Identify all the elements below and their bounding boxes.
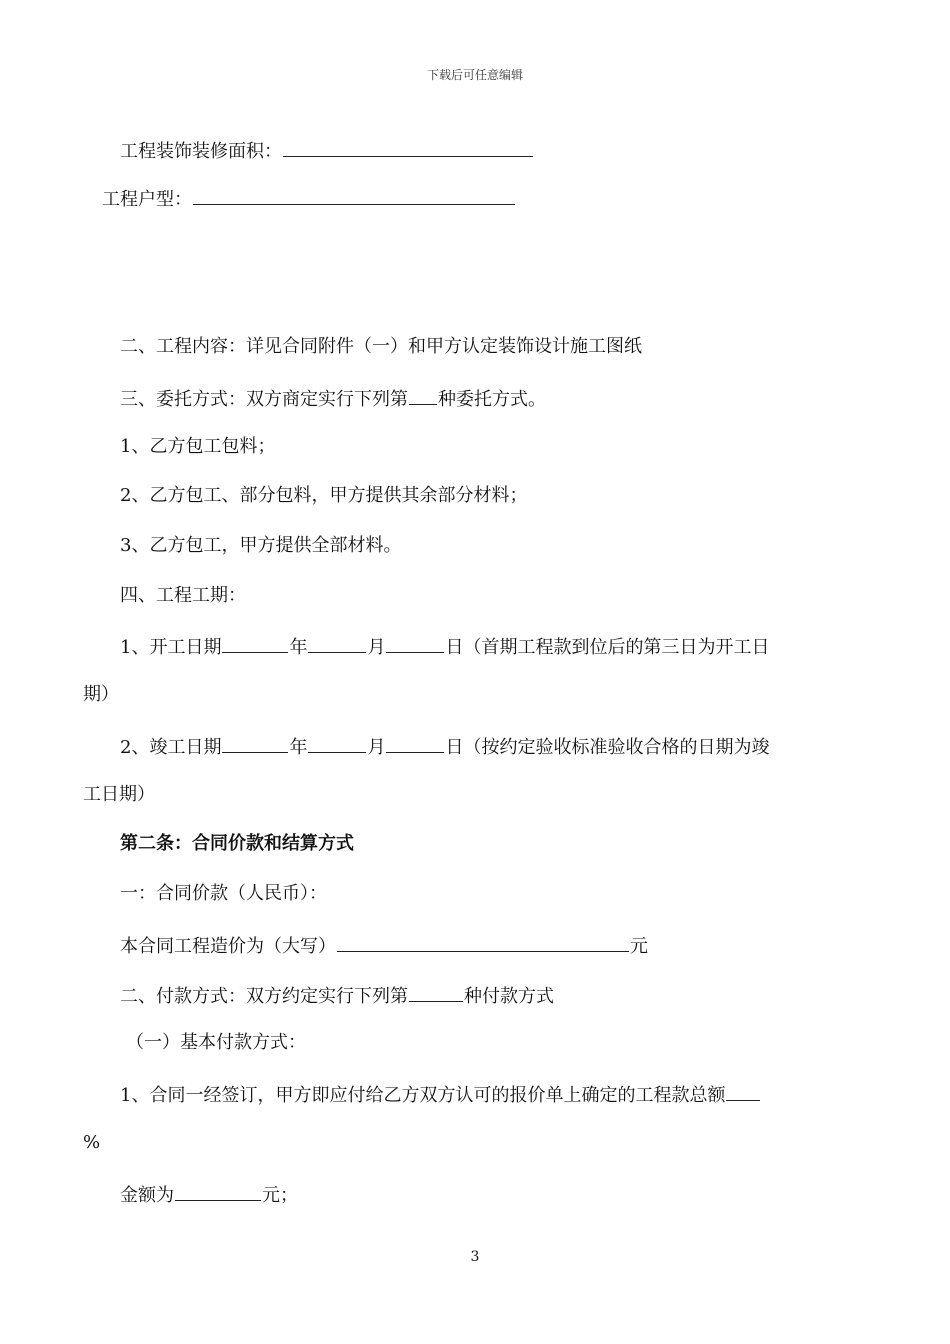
end-year-blank bbox=[222, 734, 288, 753]
start-label: 1、开工日期 bbox=[120, 637, 222, 658]
signing-line bbox=[120, 1082, 761, 1107]
start-month-label: 月 bbox=[367, 637, 386, 658]
end-note: 日（按约定验收标准验收合格的日期为竣 bbox=[445, 737, 770, 758]
payment-label-end: 种付款方式 bbox=[464, 986, 554, 1007]
amount-label: 金额为 bbox=[120, 1185, 174, 1206]
amount-unit: 元； bbox=[262, 1185, 298, 1206]
end-date-cont: 工日期） bbox=[83, 784, 155, 805]
price-label: 本合同工程造价为（大写） bbox=[120, 936, 336, 957]
end-day-blank bbox=[386, 734, 444, 753]
signing-text: 1、合同一经签订，甲方即应付给乙方双方认可的报价单上确定的工程款总额 bbox=[120, 1085, 726, 1106]
amount-line bbox=[120, 1182, 298, 1207]
article-2-heading: 第二条：合同价款和结算方式 bbox=[120, 833, 354, 854]
page-number: 3 bbox=[470, 1249, 480, 1265]
method-item-2: 2、乙方包工、部分包料，甲方提供其余部分材料； bbox=[120, 485, 528, 506]
start-note: 日（首期工程款到位后的第三日为开工日 bbox=[445, 637, 770, 658]
start-date-line bbox=[120, 634, 769, 659]
price-unit: 元 bbox=[630, 936, 648, 957]
contract-price-heading: 一：合同价款（人民币）： bbox=[120, 883, 327, 904]
start-year-blank bbox=[222, 634, 288, 653]
area-line bbox=[120, 138, 534, 163]
section-content: 二、工程内容：详见合同附件（一）和甲方认定装饰设计施工图纸 bbox=[120, 336, 642, 357]
type-line bbox=[102, 186, 516, 211]
signing-percent: % bbox=[83, 1132, 101, 1153]
area-label: 工程装饰装修面积： bbox=[120, 141, 282, 162]
method-text-end: 种委托方式。 bbox=[438, 389, 546, 410]
start-date-cont: 期） bbox=[83, 684, 119, 705]
start-year-label: 年 bbox=[289, 637, 308, 658]
method-text: 三、委托方式：双方商定实行下列第 bbox=[120, 389, 408, 410]
payment-blank bbox=[409, 983, 463, 1002]
start-day-blank bbox=[386, 634, 444, 653]
method-blank bbox=[409, 386, 437, 405]
type-blank bbox=[193, 186, 515, 205]
signing-blank bbox=[726, 1082, 760, 1101]
price-blank bbox=[337, 933, 629, 952]
end-month-blank bbox=[308, 734, 366, 753]
section-method bbox=[120, 386, 546, 411]
payment-label: 二、付款方式：双方约定实行下列第 bbox=[120, 986, 408, 1007]
end-year-label: 年 bbox=[289, 737, 308, 758]
payment-line bbox=[120, 983, 554, 1008]
end-label: 2、竣工日期 bbox=[120, 737, 222, 758]
method-item-3: 3、乙方包工，甲方提供全部材料。 bbox=[120, 535, 402, 556]
price-line bbox=[120, 933, 648, 958]
area-blank bbox=[283, 138, 533, 157]
section-schedule: 四、工程工期： bbox=[120, 585, 246, 606]
end-month-label: 月 bbox=[367, 737, 386, 758]
basic-payment-heading: （一）基本付款方式： bbox=[126, 1032, 306, 1053]
method-item-1: 1、乙方包工包料； bbox=[120, 436, 276, 457]
type-label: 工程户型： bbox=[102, 189, 192, 210]
start-month-blank bbox=[308, 634, 366, 653]
end-date-line bbox=[120, 734, 769, 759]
page-header: 下载后可任意编辑 bbox=[426, 68, 523, 82]
amount-blank bbox=[175, 1182, 261, 1201]
